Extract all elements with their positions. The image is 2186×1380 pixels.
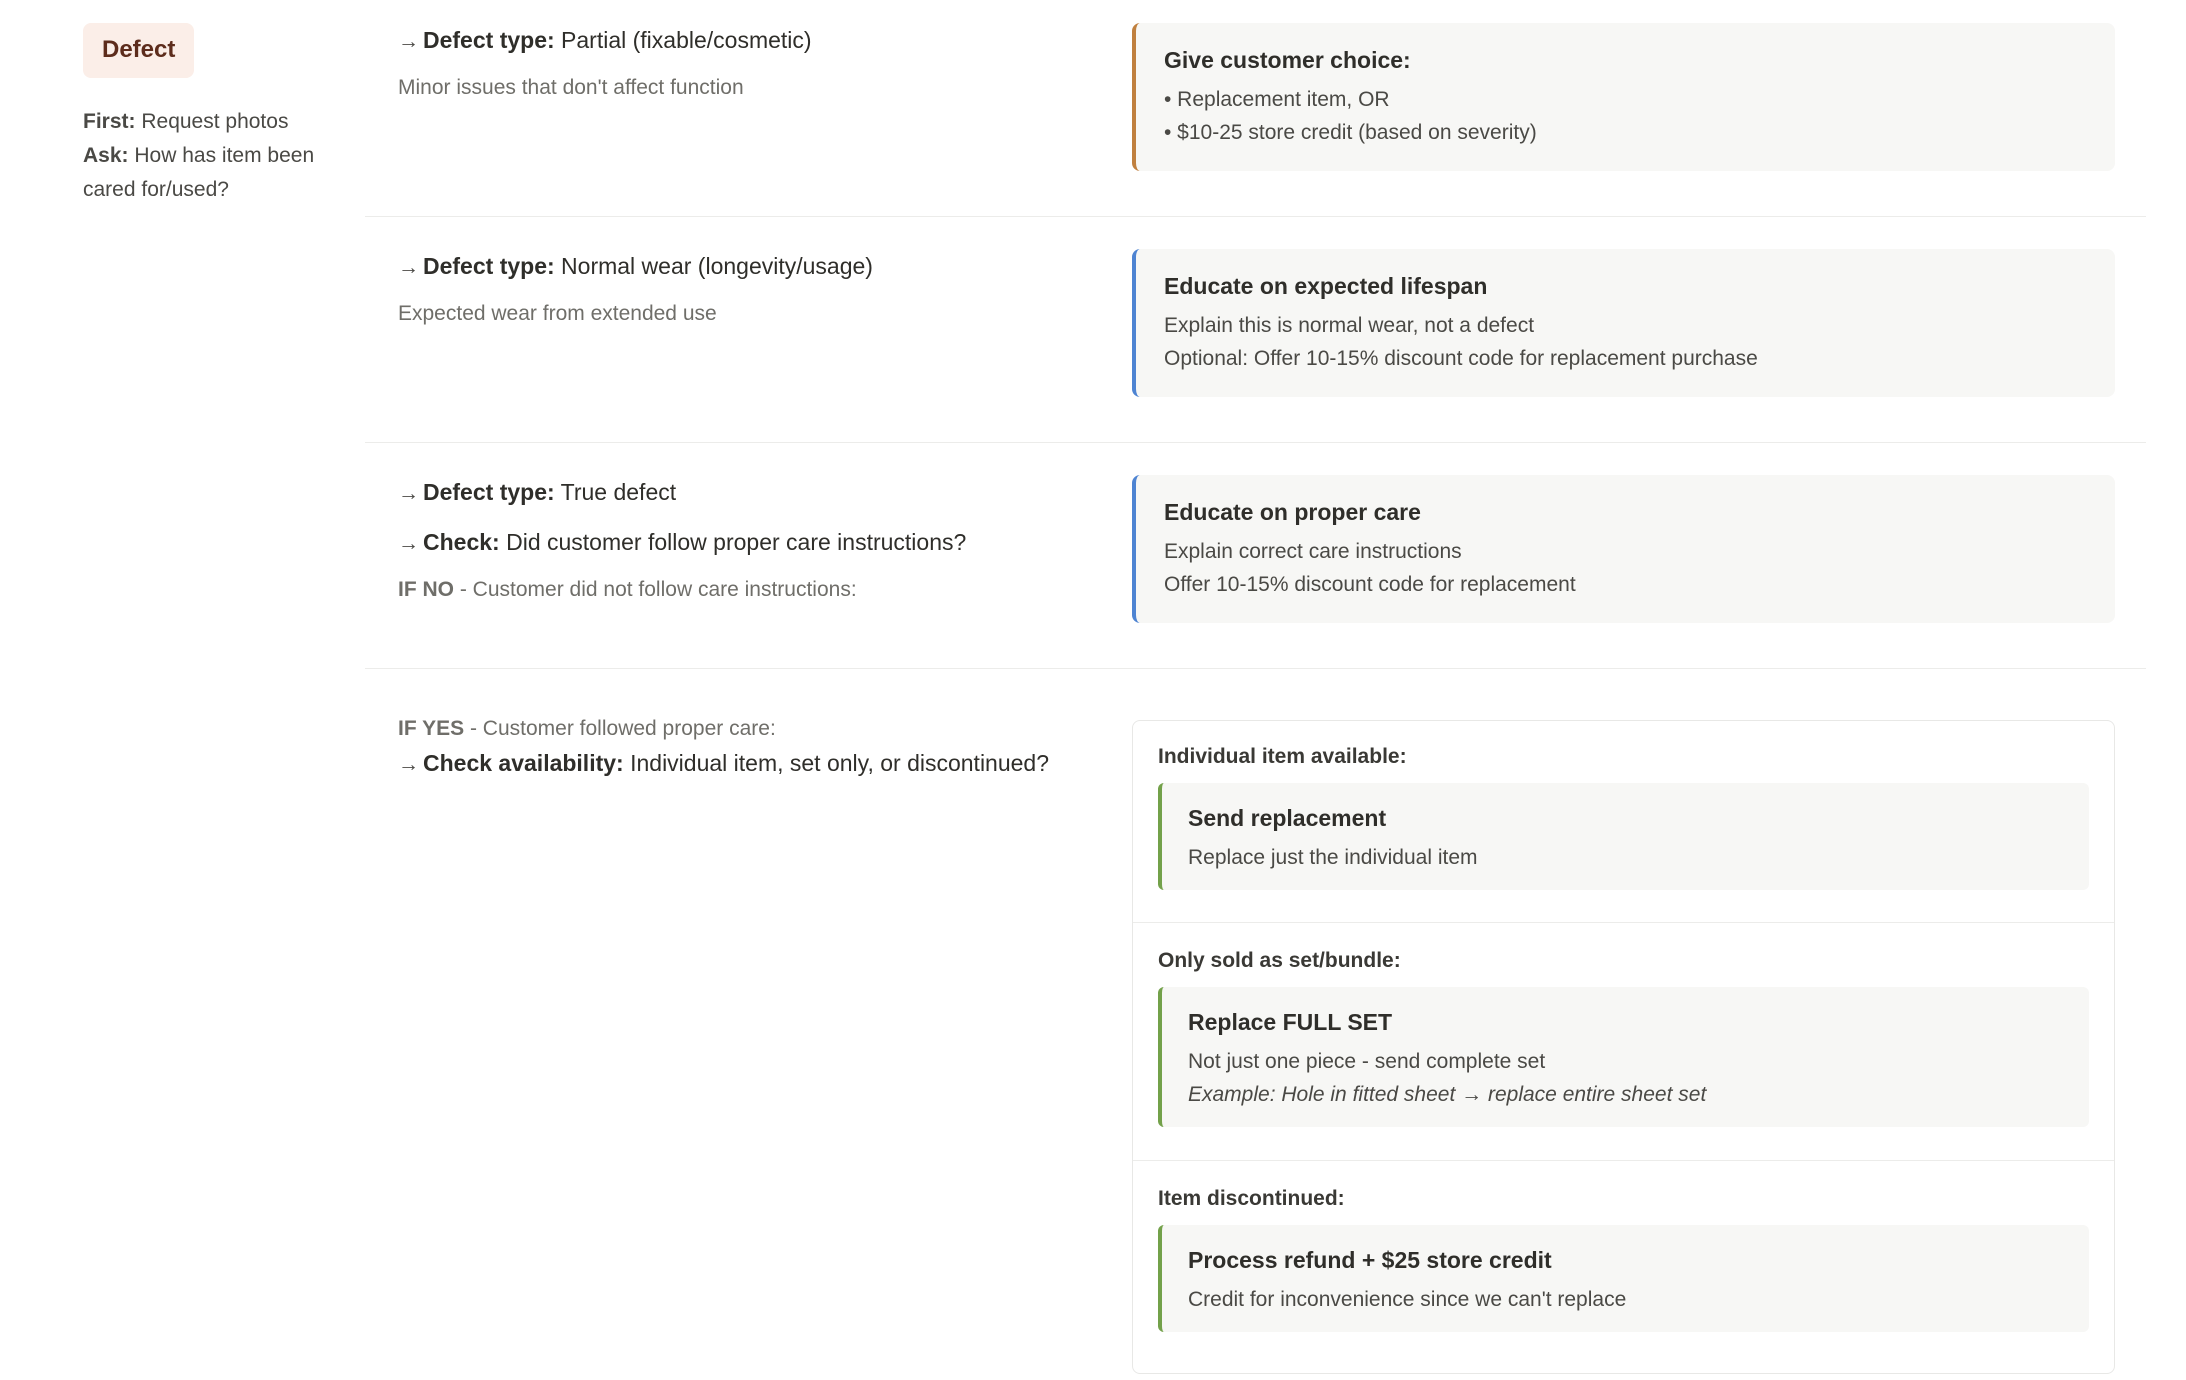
defect-type-value: Normal wear (longevity/usage) — [561, 253, 873, 279]
card-line: Explain this is normal wear, not a defect — [1164, 314, 1535, 337]
defect-type-value: Partial (fixable/cosmetic) — [561, 27, 812, 53]
row-1-question — [398, 25, 1098, 103]
card-title: Educate on expected lifespan — [1164, 273, 1488, 299]
card-title: Replace FULL SET — [1188, 1009, 1393, 1035]
section-label: Item discontinued: — [1158, 1187, 1345, 1210]
refund-card — [1158, 1225, 2089, 1332]
check-availability-line — [398, 748, 1098, 780]
row-subtext: Expected wear from extended use — [398, 302, 717, 325]
card-line: Replace just the individual item — [1188, 846, 1478, 869]
row-4-question — [398, 716, 1098, 780]
row-subtext: Minor issues that don't affect function — [398, 76, 744, 99]
lifespan-card — [1132, 249, 2115, 397]
check-line — [398, 527, 1098, 559]
card-line: Credit for inconvenience since we can't replace — [1188, 1288, 1627, 1311]
arrow-icon: → — [398, 482, 419, 505]
availability-section-set — [1133, 923, 2114, 1160]
ask-step — [83, 139, 343, 207]
if-yes-line — [398, 716, 1098, 742]
defect-type-value: True defect — [560, 479, 677, 505]
card-title: Process refund + $25 store credit — [1188, 1247, 1552, 1273]
check-availability-label: Check availability: — [423, 750, 624, 776]
defect-type-label: Defect type: — [423, 479, 555, 505]
availability-section-discontinued — [1133, 1161, 2114, 1332]
arrow-icon: → — [398, 256, 419, 279]
defect-type-label: Defect type: — [423, 253, 555, 279]
section-label: Only sold as set/bundle: — [1158, 949, 1401, 972]
card-title: Give customer choice: — [1164, 47, 1411, 73]
defect-type-line — [398, 25, 1098, 57]
category-column — [83, 23, 343, 207]
card-line: Optional: Offer 10-15% discount code for replacement purchase — [1164, 347, 1758, 370]
card-line: Explain correct care instructions — [1164, 540, 1462, 563]
example-line: Example: Hole in fitted sheet → replace entire sheet set — [1188, 1083, 1707, 1106]
replace-full-set-card — [1158, 987, 2089, 1127]
choice-card — [1132, 23, 2115, 171]
first-text: Request photos — [141, 110, 289, 133]
first-step — [83, 105, 343, 139]
section-label: Individual item available: — [1158, 745, 1407, 768]
check-text: Did customer follow proper care instructions? — [506, 529, 967, 555]
ask-text: How has item been cared for/used? — [83, 144, 315, 201]
ask-label: Ask: — [83, 144, 129, 167]
if-no-label: IF NO — [398, 578, 454, 601]
defect-type-line — [398, 477, 1098, 509]
card-line: • Replacement item, OR — [1164, 88, 1390, 111]
row-divider — [365, 442, 2146, 443]
row-divider — [365, 216, 2146, 217]
if-no-line — [398, 575, 1098, 605]
send-replacement-card — [1158, 783, 2089, 890]
proper-care-card — [1132, 475, 2115, 623]
category-instructions — [83, 105, 343, 207]
card-title: Educate on proper care — [1164, 499, 1421, 525]
availability-panel — [1132, 720, 2115, 1374]
card-line: • $10-25 store credit (based on severity) — [1164, 121, 1537, 144]
category-badge: Defect — [83, 23, 194, 78]
row-2-question — [398, 251, 1098, 329]
defect-type-line — [398, 251, 1098, 283]
arrow-icon: → — [398, 30, 419, 53]
row-3-question — [398, 477, 1098, 605]
if-no-text: - Customer did not follow care instructions: — [459, 578, 857, 601]
check-availability-text: Individual item, set only, or discontinued? — [630, 750, 1050, 776]
card-line: Offer 10-15% discount code for replacement — [1164, 573, 1576, 596]
first-label: First: — [83, 110, 136, 133]
defect-type-label: Defect type: — [423, 27, 555, 53]
row-divider — [365, 668, 2146, 669]
if-yes-label: IF YES — [398, 717, 465, 740]
availability-section-individual — [1133, 721, 2114, 922]
arrow-icon: → — [398, 532, 419, 555]
card-line: Not just one piece - send complete set — [1188, 1050, 1546, 1073]
arrow-icon: → — [398, 753, 419, 776]
if-yes-text: - Customer followed proper care: — [469, 717, 776, 740]
card-title: Send replacement — [1188, 805, 1387, 831]
check-label: Check: — [423, 529, 500, 555]
